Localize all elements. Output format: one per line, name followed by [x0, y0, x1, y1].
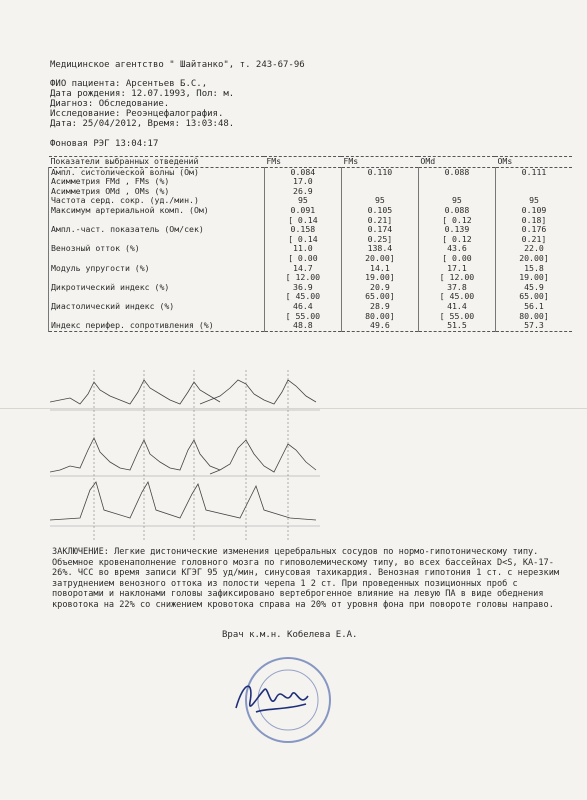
study-type: Исследование: Реоэнцефалография. — [50, 109, 224, 119]
value-cell: 28.9 — [341, 302, 418, 312]
value-cell: [ 0.12 — [418, 235, 495, 245]
value-cell: 80.00] — [495, 312, 572, 322]
column-header: OMd — [418, 157, 495, 168]
table-row — [49, 321, 573, 331]
value-cell: 0.088 — [418, 167, 495, 177]
value-cell: 56.1 — [495, 302, 572, 312]
value-cell: 20.00] — [341, 254, 418, 264]
value-cell: 36.9 — [264, 283, 341, 293]
birth-date: Дата рождения: 12.07.1993, Пол: м. — [50, 89, 235, 99]
value-cell: 49.6 — [341, 321, 418, 331]
value-cell: [ 0.00 — [418, 254, 495, 264]
parameter-name-cell: Модуль упругости (%) — [49, 264, 265, 274]
study-datetime: Дата: 25/04/2012, Время: 13:03:48. — [50, 119, 235, 129]
value-cell: 19.00] — [341, 273, 418, 283]
doctor-signature-line: Врач к.м.н. Кобелева Е.А. — [222, 630, 358, 640]
value-cell: [ 55.00 — [264, 312, 341, 322]
value-cell: 0.18] — [495, 216, 572, 226]
value-cell: 26.9 — [264, 187, 341, 197]
column-header: OMs — [495, 157, 572, 168]
stamp-circle — [246, 658, 330, 742]
parameter-name-cell: Асимметрия FMd , FMs (%) — [49, 177, 265, 187]
value-cell: 22.0 — [495, 244, 572, 254]
value-cell — [418, 177, 495, 187]
waveform-trace — [210, 440, 316, 474]
value-cell: 14.1 — [341, 264, 418, 274]
column-header: Показатели выбранных отведений — [49, 157, 265, 168]
value-cell: 0.111 — [495, 167, 572, 177]
value-cell: 0.139 — [418, 225, 495, 235]
parameter-name-cell: Ампл. систолической волны (Ом) — [49, 167, 265, 177]
value-cell: 65.00] — [495, 292, 572, 302]
value-cell: [ 12.00 — [418, 273, 495, 283]
waveform-trace — [50, 438, 220, 472]
parameter-name-cell: Венозный отток (%) — [49, 244, 265, 254]
value-cell: 0.25] — [341, 235, 418, 245]
value-cell: [ 55.00 — [418, 312, 495, 322]
value-cell: 95 — [341, 196, 418, 206]
parameter-name-cell: Индекс перифер. сопротивления (%) — [49, 321, 265, 331]
value-cell: 15.8 — [495, 264, 572, 274]
value-cell: 20.00] — [495, 254, 572, 264]
value-cell: 45.9 — [495, 283, 572, 293]
value-cell: 0.084 — [264, 167, 341, 177]
value-cell: [ 0.12 — [418, 216, 495, 226]
agency-line: Медицинское агентство " Шайтанко", т. 243-67-96 — [50, 60, 305, 70]
value-cell: 48.8 — [264, 321, 341, 331]
value-cell — [495, 177, 572, 187]
value-cell: 41.4 — [418, 302, 495, 312]
column-header: FMs — [341, 157, 418, 168]
parameter-name-cell: Дикротический индекс (%) — [49, 283, 265, 293]
results-table — [48, 156, 572, 332]
value-cell: 17.0 — [264, 177, 341, 187]
value-cell: 0.109 — [495, 206, 572, 216]
column-header: FMs — [264, 157, 341, 168]
rheogram-waveforms — [50, 370, 320, 540]
value-cell: 51.5 — [418, 321, 495, 331]
value-cell: 0.158 — [264, 225, 341, 235]
value-cell: [ 45.00 — [418, 292, 495, 302]
stamp-inner-circle — [258, 670, 318, 730]
value-cell: 0.091 — [264, 206, 341, 216]
table-header-row — [49, 157, 573, 168]
parameter-name-cell: Асимметрия OMd , OMs (%) — [49, 187, 265, 197]
waveform-trace — [50, 482, 316, 520]
value-cell: [ 45.00 — [264, 292, 341, 302]
parameter-name-cell: Диастолический индекс (%) — [49, 302, 265, 312]
patient-name: ФИО пациента: Арсентьев Б.С., — [50, 79, 208, 89]
value-cell: 43.6 — [418, 244, 495, 254]
value-cell: 46.4 — [264, 302, 341, 312]
value-cell: [ 12.00 — [264, 273, 341, 283]
value-cell: 0.21] — [495, 235, 572, 245]
value-cell: 14.7 — [264, 264, 341, 274]
diagnosis: Диагноз: Обследование. — [50, 99, 170, 109]
value-cell: 0.088 — [418, 206, 495, 216]
value-cell: 138.4 — [341, 244, 418, 254]
value-cell: 0.174 — [341, 225, 418, 235]
value-cell: 0.176 — [495, 225, 572, 235]
value-cell: 95 — [264, 196, 341, 206]
value-cell: 17.1 — [418, 264, 495, 274]
value-cell: 19.00] — [495, 273, 572, 283]
value-cell: 65.00] — [341, 292, 418, 302]
waveform-trace — [50, 380, 220, 404]
value-cell: 0.105 — [341, 206, 418, 216]
value-cell — [341, 177, 418, 187]
value-cell: 80.00] — [341, 312, 418, 322]
parameter-name-cell: Частота серд. сокр. (уд./мин.) — [49, 196, 265, 206]
phase-label: Фоновая РЭГ 13:04:17 — [50, 139, 159, 149]
value-cell: 57.3 — [495, 321, 572, 331]
parameter-name-cell: Ампл.-част. показатель (Ом/сек) — [49, 225, 265, 235]
parameter-name-cell: Максимум артериальной комп. (Ом) — [49, 206, 265, 216]
value-cell: 95 — [418, 196, 495, 206]
conclusion-text: ЗАКЛЮЧЕНИЕ: Легкие дистонические изменения церебральных сосудов по нормо-гипотоническому типу. Объемное кровенаполнение головного мозга по гиповолемическому типу, во всех бассейнах D<S, КА-17-26%. ЧСС во время записи КГЭГ 95 уд/мин, синусовая тахикардия. Венозная гипотония 1 ст. с нерезким затруднением венозного оттока из полости черепа 1 2 ст. При проведенных позиционных проб с поворотами и наклонами головы зафиксировано вертеброгенное влияние на левую ПА в виде обеднения кровотока на 22% со снижением кровотока справа на 20% от уровня фона при повороте головы направо. — [52, 547, 560, 610]
stamp-and-signature — [226, 650, 336, 750]
value-cell: [ 0.14 — [264, 235, 341, 245]
value-cell: 95 — [495, 196, 572, 206]
value-cell: [ 0.00 — [264, 254, 341, 264]
value-cell: 37.8 — [418, 283, 495, 293]
value-cell: 0.21] — [341, 216, 418, 226]
value-cell: [ 0.14 — [264, 216, 341, 226]
value-cell: 11.0 — [264, 244, 341, 254]
value-cell: 20.9 — [341, 283, 418, 293]
value-cell: 0.110 — [341, 167, 418, 177]
